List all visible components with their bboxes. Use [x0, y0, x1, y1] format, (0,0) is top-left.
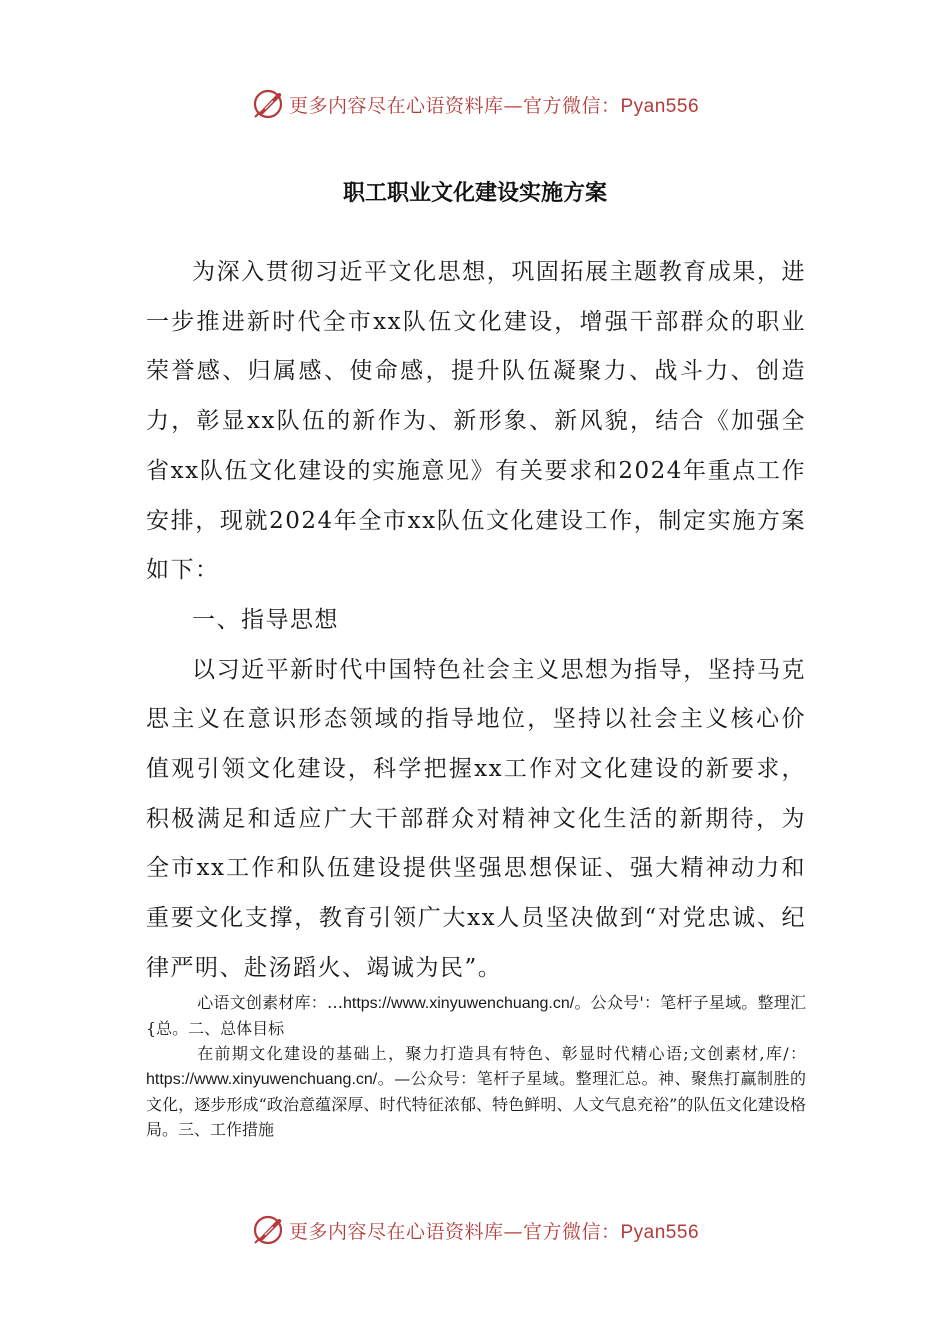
small-print-block	[146, 990, 806, 1142]
site-link: https://www.xinyuwenchuang.cn/	[342, 995, 575, 1012]
intro-paragraph: 为深入贯彻习近平文化思想，巩固拓展主题教育成果，进一步推进新时代全市xx队伍文化建设，增强干部群众的职业荣誉感、归属感、使命感，提升队伍凝聚力、战斗力、创造力，彰显xx队伍的新作为、新形象、新风貌，结合《加强全省xx队伍文化建设的实施意见》有关要求和2024年重点工作安排，现就2024年全市xx队伍文化建设工作，制定实施方案如下：	[146, 259, 806, 584]
document-title: 职工职业文化建设实施方案	[342, 181, 607, 206]
wechat-id: Pyan556	[620, 95, 700, 117]
header-banner	[0, 82, 950, 126]
quill-pen-icon	[251, 1213, 285, 1247]
wechat-id: Pyan556	[620, 1221, 700, 1243]
banner-text: 更多内容尽在心语资料库—官方微信：Pyan556	[288, 1220, 700, 1243]
banner-text: 更多内容尽在心语资料库—官方微信：Pyan556	[288, 94, 700, 117]
site-link: https://www.xinyuwenchuang.cn/	[146, 1071, 378, 1088]
quill-pen-icon	[251, 87, 285, 121]
small-paragraph-2: 在前期文化建设的基础上，聚力打造具有特色、彰显时代精心语;文创素材,库/：https://www.xinyuwenchuang.cn/。—公众号：笔杆子星域。整理汇总。神、聚焦打赢制胜的文化，逐步形成“政治意蕴深厚、时代特征浓郁、特色鲜明、人文气息充裕”的队伍文化建设格局。三、工作措施	[146, 1044, 806, 1139]
footer-banner	[0, 1208, 950, 1252]
guiding-ideology-paragraph: 以习近平新时代中国特色社会主义思想为指导，坚持马克思主义在意识形态领域的指导地位，坚持以社会主义核心价值观引领文化建设，科学把握xx工作对文化建设的新要求，积极满足和适应广大干部群众对精神文化生活的新期待，为全市xx工作和队伍建设提供坚强思想保证、强大精神动力和重要文化支撑，教育引领广大xx人员坚决做到“对党忠诚、纪律严明、赴汤蹈火、竭诚为民”。	[146, 656, 806, 981]
document-body	[146, 248, 806, 994]
section-heading-guiding-ideology: 一、指导思想	[192, 606, 339, 633]
small-paragraph-1: 心语文创素材库：…https://www.xinyuwenchuang.cn/。公众号'：笔杆子星域。整理汇{总。二、总体目标	[146, 993, 806, 1038]
